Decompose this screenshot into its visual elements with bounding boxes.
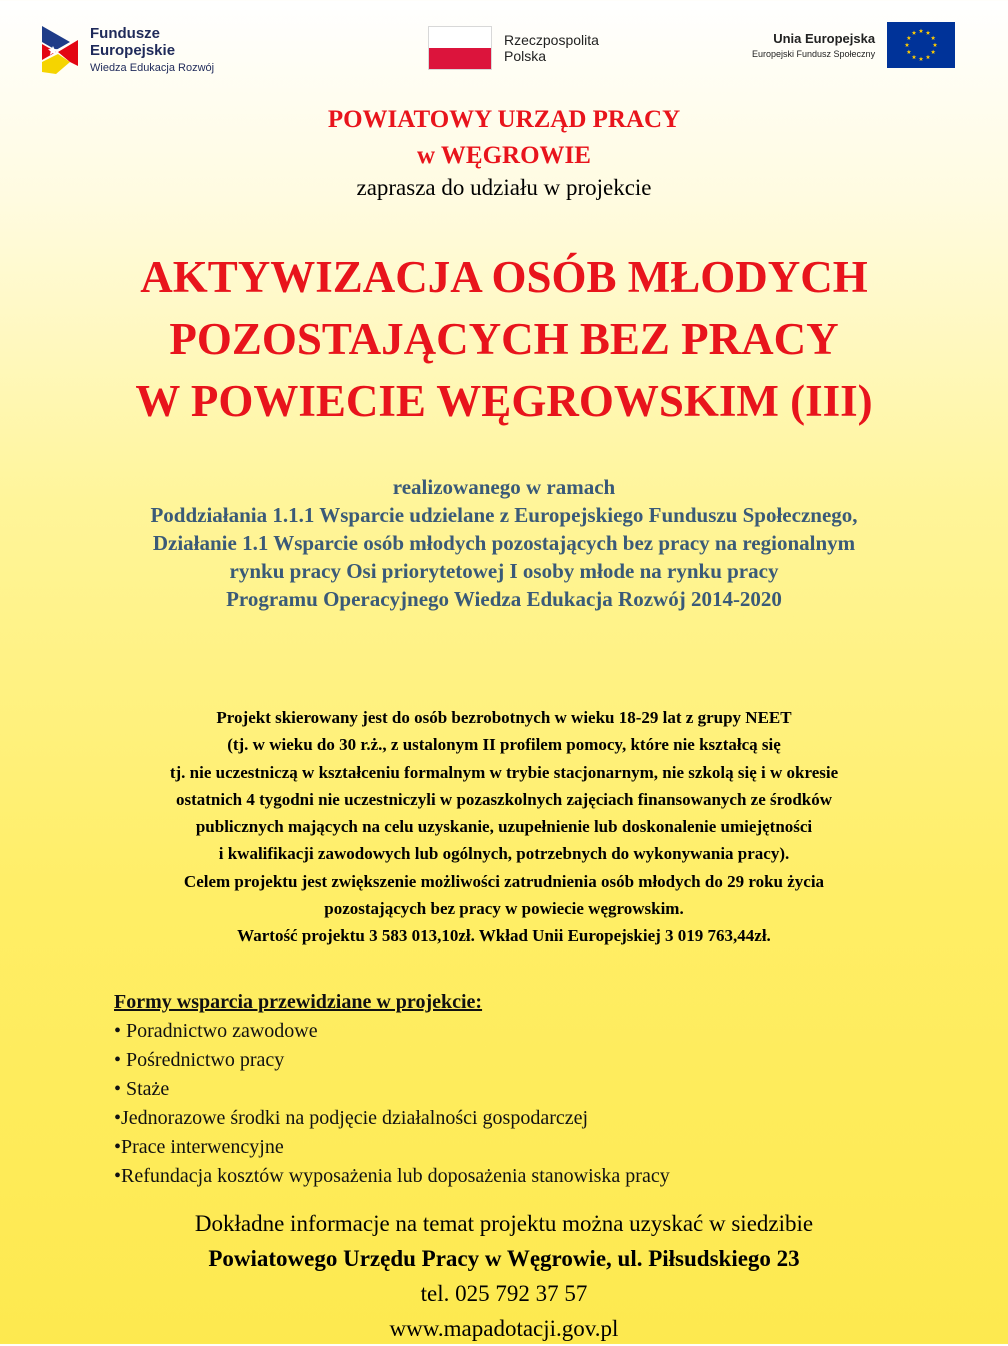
program-line: Poddziałania 1.1.1 Wsparcie udzielane z Europejskiego Funduszu Społecznego, <box>150 503 858 527</box>
project-line: tj. nie uczestniczą w kształceniu formalnym w trybie stacjonarnym, nie szkolą się i w okresie <box>169 762 839 782</box>
support-form-item: • Pośrednictwo pracy <box>114 1049 285 1071</box>
project-line: pozostających bez pracy w powiecie węgrowskim. <box>324 899 684 919</box>
support-form-item: • Poradnictwo zawodowe <box>114 1020 318 1042</box>
project-line: Projekt skierowany jest do osób bezrobotnych w wieku 18-29 lat z grupy NEET <box>216 708 792 727</box>
project-line: (tj. w wieku do 30 r.ż., z ustalonym II profilem pomocy, które nie kształcą się <box>227 735 781 755</box>
program-line: realizowanego w ramach <box>392 475 616 499</box>
support-forms <box>114 988 670 1191</box>
fe-logo-line1: Fundusze <box>90 25 160 43</box>
project-description <box>0 704 1008 950</box>
contact-intro: Dokładne informacje na temat projektu można uzyskać w siedzibie <box>194 1211 814 1236</box>
project-value: Wartość projektu 3 583 013,10zł. Wkład Unii Europejskiej 3 019 763,44zł. <box>237 926 771 946</box>
contact-phone: tel. 025 792 37 57 <box>420 1281 588 1306</box>
ue-logo-line2: Europejski Fundusz Społeczny <box>752 49 876 59</box>
support-form-item: •Refundacja kosztów wyposażenia lub doposażenia stanowiska pracy <box>114 1165 670 1187</box>
program-line: Programu Operacyjnego Wiedza Edukacja Rozwój 2014-2020 <box>226 587 782 611</box>
support-form-item: •Jednorazowe środki na podjęcie działalności gospodarczej <box>114 1107 589 1129</box>
unia-europejska-logo <box>752 22 955 68</box>
title-line1: AKTYWIZACJA OSÓB MŁODYCH <box>140 252 868 302</box>
contact-address <box>0 1241 1008 1276</box>
project-title <box>0 246 1008 432</box>
fundusze-europejskie-icon <box>40 22 80 78</box>
support-form-item: • Staże <box>114 1078 170 1100</box>
project-line: publicznych mających na celu uzyskanie, uzupełnienie lub doskonalenie umiejętności <box>195 817 813 837</box>
polish-flag-icon <box>428 26 492 70</box>
support-form-item: •Prace interwencyjne <box>114 1136 284 1158</box>
contact-street: , ul. Piłsudskiego 23 <box>606 1246 800 1271</box>
contact-office-name: Powiatowego Urzędu Pracy w Węgrowie <box>208 1246 607 1271</box>
program-info <box>0 473 1008 613</box>
program-line: Działanie 1.1 Wsparcie osób młodych pozostających bez pracy na regionalnym <box>152 531 856 555</box>
title-line3: W POWIECIE WĘGROWSKIM (III) <box>135 376 873 426</box>
fe-logo-line2: Europejskie <box>90 41 176 59</box>
rp-logo-line2: Polska <box>504 48 547 64</box>
header-city: w WĘGROWIE <box>417 142 591 169</box>
header <box>0 102 1008 174</box>
rp-logo-line1: Rzeczpospolita <box>504 31 599 48</box>
fundusze-europejskie-logo <box>40 22 214 78</box>
title-line2: POZOSTAJĄCYCH BEZ PRACY <box>169 314 839 364</box>
project-line: ostatnich 4 tygodni nie uczestniczyli w pozaszkolnych zajęciach finansowanych ze środków <box>175 789 833 809</box>
ue-logo-line1: Unia Europejska <box>773 31 876 46</box>
logo-bar <box>0 0 1008 100</box>
fe-logo-line3: Wiedza Edukacja Rozwój <box>90 61 215 74</box>
contact-url[interactable]: www.mapadotacji.gov.pl <box>389 1316 619 1341</box>
program-line: rynku pracy Osi priorytetowej I osoby młode na rynku pracy <box>229 559 779 583</box>
contact-info <box>0 1206 1008 1346</box>
support-forms-title: Formy wsparcia przewidziane w projekcie: <box>114 991 483 1013</box>
project-line: Celem projektu jest zwiększenie możliwości zatrudnienia osób młodych do 29 roku życia <box>183 871 825 891</box>
rzeczpospolita-polska-logo <box>428 26 599 70</box>
project-line: i kwalifikacji zawodowych lub ogólnych, potrzebnych do wykonywania pracy). <box>218 844 790 864</box>
header-invite: zaprasza do udziału w projekcie <box>356 175 652 200</box>
header-office: POWIATOWY URZĄD PRACY <box>327 106 681 133</box>
eu-flag-icon <box>887 22 955 68</box>
